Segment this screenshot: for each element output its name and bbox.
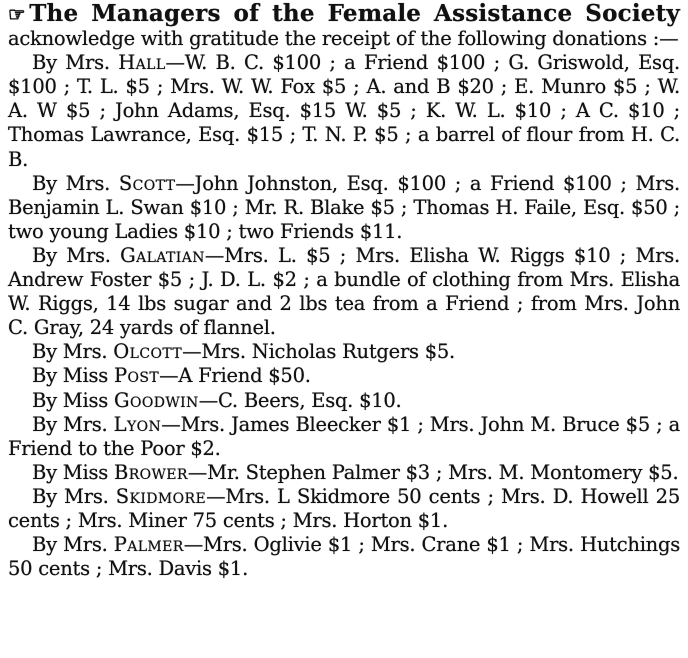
entry-prefix: By Mrs. [32, 533, 114, 557]
donation-entry-brower [8, 461, 680, 485]
entry-prefix: By Mrs. [32, 243, 121, 267]
donor-name: Skidmore [115, 484, 207, 508]
entry-text: —Mrs. James Bleecker $1 ; Mrs. John M. Bruce $5 ; a Friend to the Poor $2. [8, 412, 680, 460]
entry-text: —Mrs. Oglivie $1 ; Mrs. Crane $1 ; Mrs. Hutchings 50 cents ; Mrs. Davis $1. [8, 533, 680, 581]
donation-entry-lyon [8, 413, 680, 461]
entry-text: —Mrs. L Skidmore 50 cents ; Mrs. D. Howell 25 cents ; Mrs. Miner 75 cents ; Mrs. Horton $1. [8, 484, 680, 532]
entry-prefix: By Mrs. [32, 484, 116, 508]
entry-text: —John Johnston, Esq. $100 ; a Friend $100 ; Mrs. Benjamin L. Swan $10 ; Mr. R. Blake $5 ; Thomas H. Faile, Esq. $50 ; two young Ladies $10 ; two Friends $11. [8, 171, 680, 243]
entry-text: —Mrs. Nicholas Rutgers $5. [182, 340, 455, 364]
entry-prefix: By Mrs. [32, 171, 119, 195]
donor-name: Olcott [113, 340, 183, 364]
donor-name: Hall [118, 51, 166, 75]
donor-name: Scott [118, 171, 176, 195]
entry-prefix: By Mrs. [32, 51, 119, 75]
entry-prefix: By Miss [32, 460, 114, 484]
donation-entry-olcott [8, 340, 680, 364]
donation-entry-palmer [8, 533, 680, 581]
donation-entry-post [8, 364, 680, 388]
donor-name: Palmer [113, 533, 184, 557]
entry-text: —W. B. C. $100 ; a Friend $100 ; G. Griswold, Esq. $100 ; T. L. $5 ; Mrs. W. W. Fox $5 ; A. and B $20 ; E. Munro $5 ; W. A. W $5 ; John Adams, Esq. $15 W. $5 ; K. W. L. $10 ; A C. $10 ; Thomas Lawrance, Esq. $15 ; T. N. P. $5 ; a barrel of flour from H. C. B. [8, 51, 680, 171]
notice-heading [8, 2, 680, 51]
entry-prefix: By Mrs. [32, 412, 114, 436]
entry-text: —A Friend $50. [159, 364, 311, 388]
donor-name: Galatian [120, 243, 205, 267]
donation-entry-goodwin [8, 389, 680, 413]
pointing-hand-icon: ☞ [8, 3, 26, 26]
entry-prefix: By Miss [32, 364, 114, 388]
society-title: The Managers of the Female Assistance Society [29, 0, 680, 27]
donor-name: Lyon [113, 412, 162, 436]
entry-prefix: By Mrs. [32, 340, 114, 364]
entry-text: —C. Beers, Esq. $10. [198, 388, 402, 412]
entry-text: —Mr. Stephen Palmer $3 ; Mrs. M. Montomery $5. [187, 460, 679, 484]
donation-entry-scott [8, 172, 680, 244]
donor-name: Goodwin [113, 388, 199, 412]
donation-entry-skidmore [8, 485, 680, 533]
donor-name: Brower [113, 460, 188, 484]
entry-prefix: By Miss [32, 388, 114, 412]
donation-entry-galatian [8, 244, 680, 340]
donation-entry-hall [8, 51, 680, 171]
heading-text: acknowledge with gratitude the receipt of the following donations :— [8, 27, 679, 51]
donor-name: Post [113, 364, 160, 388]
entry-text: —Mrs. L. $5 ; Mrs. Elisha W. Riggs $10 ; Mrs. Andrew Foster $5 ; J. D. L. $2 ; a bundle of clothing from Mrs. Elisha W. Riggs, 14 lbs sugar and 2 lbs tea from a Friend ; from Mrs. John C. Gray, 24 yards of flannel. [8, 243, 680, 340]
